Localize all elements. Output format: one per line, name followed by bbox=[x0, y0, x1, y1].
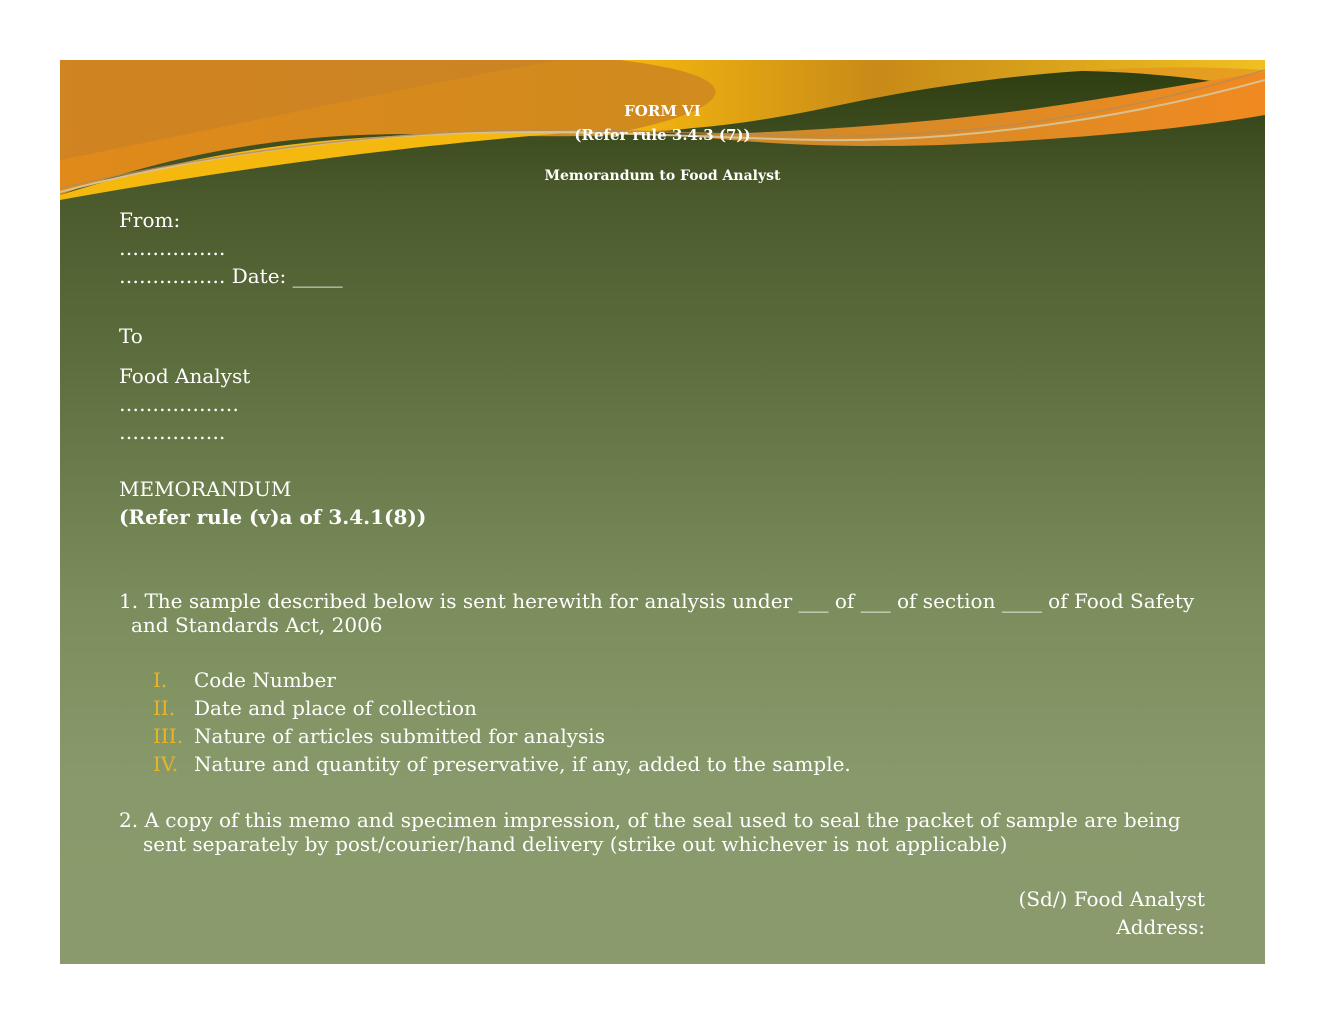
to-label: To bbox=[119, 324, 143, 348]
list-numeral: I. bbox=[153, 668, 168, 692]
list-numeral: III. bbox=[153, 724, 184, 748]
list-item: Nature of articles submitted for analysis bbox=[194, 724, 605, 748]
paragraph-1-line-2: and Standards Act, 2006 bbox=[131, 613, 383, 637]
paragraph-2-line-2: sent separately by post/courier/hand delivery (strike out whichever is not applicable) bbox=[143, 832, 1008, 856]
from-label: From: bbox=[119, 208, 181, 232]
form-title: FORM VI bbox=[624, 102, 701, 120]
paragraph-2-line-1: 2. A copy of this memo and specimen impression, of the seal used to seal the packet of sample are being bbox=[119, 808, 1181, 832]
recipient-line-2: ……………. bbox=[119, 420, 226, 444]
memo-subtitle: Memorandum to Food Analyst bbox=[544, 168, 781, 184]
signature-line: (Sd/) Food Analyst bbox=[1018, 887, 1205, 911]
form-rule-reference: (Refer rule 3.4.3 (7)) bbox=[574, 126, 751, 144]
recipient-title: Food Analyst bbox=[119, 364, 251, 388]
address-label: Address: bbox=[1116, 915, 1205, 939]
list-numeral: IV. bbox=[153, 752, 179, 776]
list-item: Nature and quantity of preservative, if any, added to the sample. bbox=[194, 752, 851, 776]
list-item: Code Number bbox=[194, 668, 336, 692]
paragraph-1-line-1: 1. The sample described below is sent herewith for analysis under ___ of ___ of section ____ of Food Safety bbox=[119, 589, 1195, 613]
recipient-line-1: ……………… bbox=[119, 392, 239, 416]
slide bbox=[60, 60, 1265, 964]
list-numeral: II. bbox=[153, 696, 176, 720]
memorandum-rule: (Refer rule (v)a of 3.4.1(8)) bbox=[119, 505, 427, 529]
memorandum-heading: MEMORANDUM bbox=[119, 477, 292, 501]
list-item: Date and place of collection bbox=[194, 696, 477, 720]
from-date-line: ……………. Date: _____ bbox=[119, 264, 343, 288]
from-line-1: ……………. bbox=[119, 236, 226, 260]
